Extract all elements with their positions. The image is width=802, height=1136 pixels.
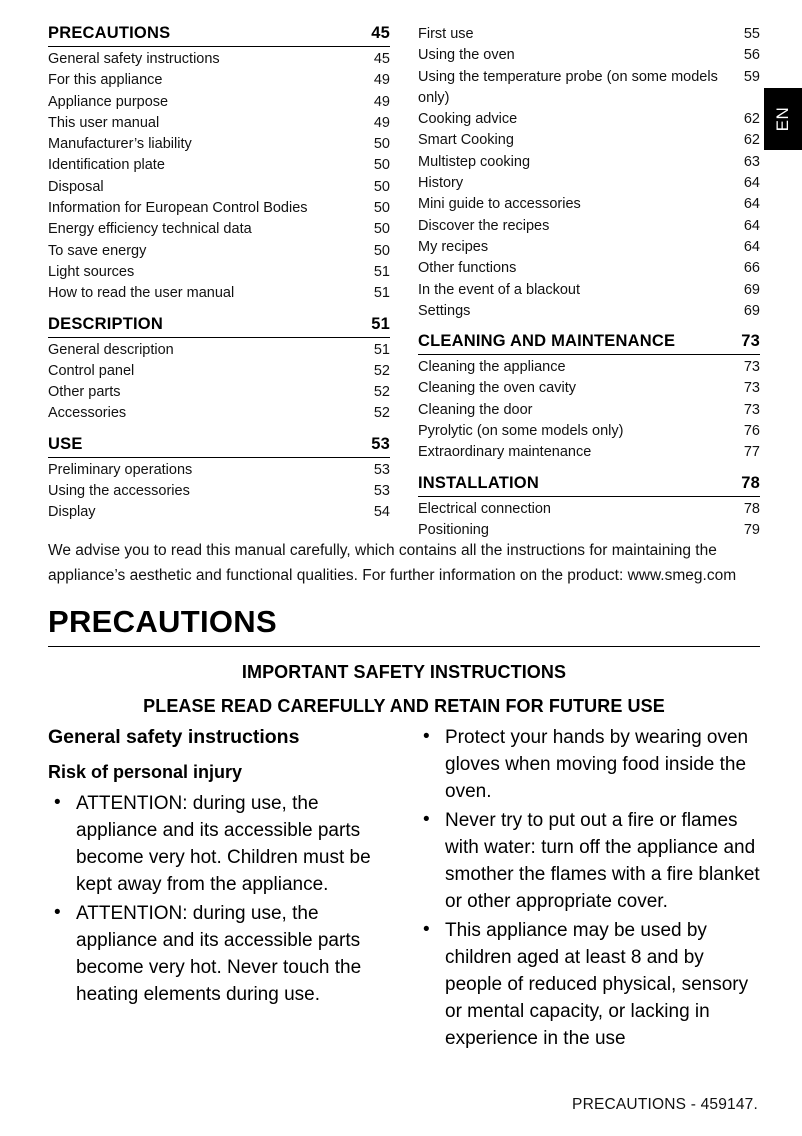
- toc-entry-page: 51: [373, 263, 390, 280]
- toc-section-heading-use[interactable]: [48, 435, 390, 458]
- toc-entry-page: 56: [743, 47, 760, 64]
- table-of-contents: [48, 24, 760, 541]
- toc-entry[interactable]: [48, 262, 390, 283]
- toc-entry-title: Discover the recipes: [418, 217, 550, 234]
- toc-entry-title: General safety instructions: [48, 51, 220, 67]
- toc-entry[interactable]: [418, 421, 760, 442]
- toc-entry-page: 51: [373, 341, 390, 358]
- toc-entry-page: 73: [743, 401, 760, 418]
- toc-entry-page: 62: [743, 132, 760, 149]
- page-footer: PRECAUTIONS - 459147.: [572, 1096, 758, 1113]
- toc-entry[interactable]: [48, 403, 390, 424]
- list-item: • ATTENTION: during use, the appliance and its accessible parts become very hot. Children must be kept away from the appliance.: [48, 790, 391, 898]
- language-tab-label: EN: [773, 106, 792, 132]
- toc-entry[interactable]: [418, 400, 760, 421]
- toc-entry[interactable]: [48, 382, 390, 403]
- toc-entry-page: 51: [373, 285, 390, 302]
- toc-entry-title: Information for European Control Bodies: [48, 200, 308, 217]
- toc-section-heading-precautions[interactable]: [48, 24, 390, 47]
- toc-entry-page: 54: [373, 504, 390, 521]
- toc-entry-page: 49: [373, 114, 390, 131]
- toc-entry[interactable]: [418, 173, 760, 194]
- toc-entry-page: 69: [743, 281, 760, 298]
- body-columns: [48, 724, 760, 1054]
- toc-entry-page: 64: [743, 217, 760, 234]
- toc-entry[interactable]: [418, 357, 760, 378]
- body-left-column: [48, 724, 391, 1054]
- list-item: • Never try to put out a fire or flames with water: turn off the appliance and smother the flames with a fire blanket or other appropriate cover.: [417, 807, 760, 915]
- toc-entry[interactable]: [48, 49, 390, 70]
- toc-entry[interactable]: [418, 258, 760, 279]
- toc-entry-title: Other parts: [48, 384, 121, 401]
- toc-section-heading-installation[interactable]: [418, 474, 760, 497]
- toc-heading-page: 53: [371, 434, 390, 453]
- toc-entry-title: Cleaning the oven cavity: [418, 380, 576, 397]
- toc-entry-page: 52: [373, 405, 390, 422]
- toc-entry-title: My recipes: [418, 238, 489, 255]
- toc-entry-page: 73: [743, 359, 760, 376]
- toc-entry[interactable]: [48, 460, 390, 481]
- toc-entry[interactable]: [48, 70, 390, 91]
- toc-entry-title: Disposal: [48, 178, 104, 195]
- toc-entry-page: 76: [743, 423, 760, 440]
- body-right-column: [417, 724, 760, 1054]
- toc-entry-page: 79: [743, 521, 760, 538]
- toc-heading-label: USE: [48, 434, 83, 453]
- list-item: • Protect your hands by wearing oven gloves when moving food inside the oven.: [417, 724, 760, 805]
- toc-entry[interactable]: [418, 378, 760, 399]
- toc-entry-title: How to read the user manual: [48, 285, 235, 302]
- toc-entry[interactable]: [48, 481, 390, 502]
- toc-entry-title: Energy efficiency technical data: [48, 221, 252, 238]
- toc-entry-page: 50: [373, 242, 390, 259]
- toc-entry[interactable]: [418, 216, 760, 237]
- toc-entry-page: 78: [743, 500, 760, 517]
- toc-entry[interactable]: [418, 45, 760, 66]
- toc-entry-page: 49: [373, 93, 390, 110]
- safety-heading-secondary: PLEASE READ CAREFULLY AND RETAIN FOR FUTURE USE: [143, 696, 665, 716]
- toc-entry[interactable]: [48, 134, 390, 155]
- toc-section-heading-cleaning-and-maintenance[interactable]: [418, 332, 760, 355]
- toc-entry[interactable]: [418, 280, 760, 301]
- toc-entry-page: 66: [743, 260, 760, 277]
- toc-entry-title: Smart Cooking: [418, 132, 514, 149]
- toc-entry-title: Display: [48, 504, 96, 521]
- toc-left-column: [48, 24, 390, 541]
- toc-entry-page: 50: [373, 178, 390, 195]
- toc-heading-page: 51: [371, 314, 390, 333]
- toc-entry[interactable]: [418, 67, 760, 110]
- toc-entry-title: In the event of a blackout: [418, 281, 581, 298]
- toc-heading-label: PRECAUTIONS: [48, 24, 171, 42]
- toc-entry-page: 53: [373, 461, 390, 478]
- toc-entry[interactable]: [48, 219, 390, 240]
- toc-entry-title: Preliminary operations: [48, 461, 193, 478]
- toc-entry-title: Light sources: [48, 263, 135, 280]
- toc-entry[interactable]: [48, 177, 390, 198]
- toc-heading-page: 73: [741, 332, 760, 351]
- toc-entry-page: 59: [743, 68, 760, 85]
- toc-entry-title: Mini guide to accessories: [418, 196, 581, 213]
- toc-entry[interactable]: [418, 152, 760, 173]
- toc-entry-page: 62: [743, 111, 760, 128]
- toc-entry-page: 49: [373, 72, 390, 89]
- toc-entry[interactable]: [48, 361, 390, 382]
- toc-entry-page: 50: [373, 221, 390, 238]
- toc-entry-title: Accessories: [48, 405, 127, 422]
- toc-entry[interactable]: [48, 92, 390, 113]
- toc-entry-page: 69: [743, 302, 760, 319]
- toc-entry-title: Using the oven: [418, 47, 515, 64]
- language-tab: [764, 88, 802, 150]
- toc-entry-page: 52: [373, 362, 390, 379]
- toc-entry-title: Electrical connection: [418, 500, 551, 517]
- subsection-heading-risk-of-personal-injury: Risk of personal injury: [48, 762, 243, 782]
- list-item: • This appliance may be used by children aged at least 8 and by people of reduced physical, sensory or mental capacity, or lacking in experience in the use: [417, 917, 760, 1052]
- toc-entry-page: 63: [743, 153, 760, 170]
- toc-entry-page: 73: [743, 380, 760, 397]
- toc-entry-page: 64: [743, 238, 760, 255]
- toc-entry[interactable]: [48, 283, 390, 304]
- toc-entry-title: History: [418, 175, 464, 192]
- toc-entry-page: 55: [743, 26, 760, 42]
- toc-entry[interactable]: [48, 198, 390, 219]
- toc-entry-title: Manufacturer’s liability: [48, 136, 192, 153]
- toc-entry-page: 53: [373, 483, 390, 500]
- toc-entry[interactable]: [418, 24, 760, 45]
- toc-entry-title: Extraordinary maintenance: [418, 444, 592, 461]
- toc-entry[interactable]: [418, 109, 760, 130]
- toc-entry-title: Multistep cooking: [418, 153, 531, 170]
- toc-entry-title: This user manual: [48, 114, 160, 131]
- toc-entry-page: 50: [373, 136, 390, 153]
- toc-entry[interactable]: [418, 237, 760, 258]
- toc-entry-title: Positioning: [418, 521, 489, 538]
- toc-entry-page: 50: [373, 200, 390, 217]
- bullet-list-left: [48, 790, 391, 1008]
- toc-entry-title: Other functions: [418, 260, 517, 277]
- toc-entry-page: 45: [373, 51, 390, 67]
- toc-entry-page: 52: [373, 384, 390, 401]
- toc-entry[interactable]: [418, 442, 760, 463]
- toc-entry[interactable]: [48, 241, 390, 262]
- toc-entry-title: Identification plate: [48, 157, 165, 174]
- safety-heading-primary: IMPORTANT SAFETY INSTRUCTIONS: [241, 662, 567, 682]
- toc-entry-page: 50: [373, 157, 390, 174]
- toc-entry-title: Cleaning the appliance: [418, 359, 566, 376]
- bullet-list-right: [417, 724, 760, 1052]
- toc-entry[interactable]: [418, 499, 760, 520]
- toc-entry-title: Using the accessories: [48, 483, 190, 500]
- toc-heading-label: INSTALLATION: [418, 473, 539, 492]
- toc-entry-title: For this appliance: [48, 72, 163, 89]
- toc-heading-label: DESCRIPTION: [48, 314, 163, 333]
- toc-entry-title: Control panel: [48, 362, 135, 379]
- toc-entry-title: First use: [418, 26, 474, 42]
- toc-entry-title: Appliance purpose: [48, 93, 169, 110]
- section-heading-general-safety-instructions: General safety instructions: [48, 726, 300, 748]
- toc-entry[interactable]: [48, 155, 390, 176]
- toc-entry-title: Settings: [418, 302, 471, 319]
- toc-entry-title: Cleaning the door: [418, 401, 533, 418]
- toc-entry-title: To save energy: [48, 242, 147, 259]
- toc-right-column: [418, 24, 760, 541]
- toc-entry-page: 64: [743, 196, 760, 213]
- toc-heading-page: 78: [741, 473, 760, 492]
- toc-entry[interactable]: [418, 194, 760, 215]
- toc-entry[interactable]: [48, 340, 390, 361]
- list-item: • ATTENTION: during use, the appliance and its accessible parts become very hot. Never touch the heating elements during use.: [48, 900, 391, 1008]
- toc-heading-label: CLEANING AND MAINTENANCE: [418, 332, 676, 351]
- toc-entry-title: General description: [48, 341, 174, 358]
- page-title: PRECAUTIONS: [48, 604, 760, 647]
- toc-entry-page: 64: [743, 175, 760, 192]
- toc-entry-title: Using the temperature probe (on some models only): [418, 68, 718, 106]
- toc-entry-title: Cooking advice: [418, 111, 518, 128]
- toc-heading-page: 45: [371, 24, 390, 42]
- toc-entry[interactable]: [418, 301, 760, 322]
- toc-entry[interactable]: [418, 130, 760, 151]
- toc-entry[interactable]: [48, 502, 390, 523]
- toc-entry-page: 77: [743, 444, 760, 461]
- toc-entry[interactable]: [48, 113, 390, 134]
- advisory-paragraph: We advise you to read this manual carefully, which contains all the instructions for maintaining the appliance’s aesthetic and functional qualities. For further information on the product: www.smeg.com: [48, 542, 737, 584]
- toc-section-heading-description[interactable]: [48, 315, 390, 338]
- toc-entry-title: Pyrolytic (on some models only): [418, 423, 624, 440]
